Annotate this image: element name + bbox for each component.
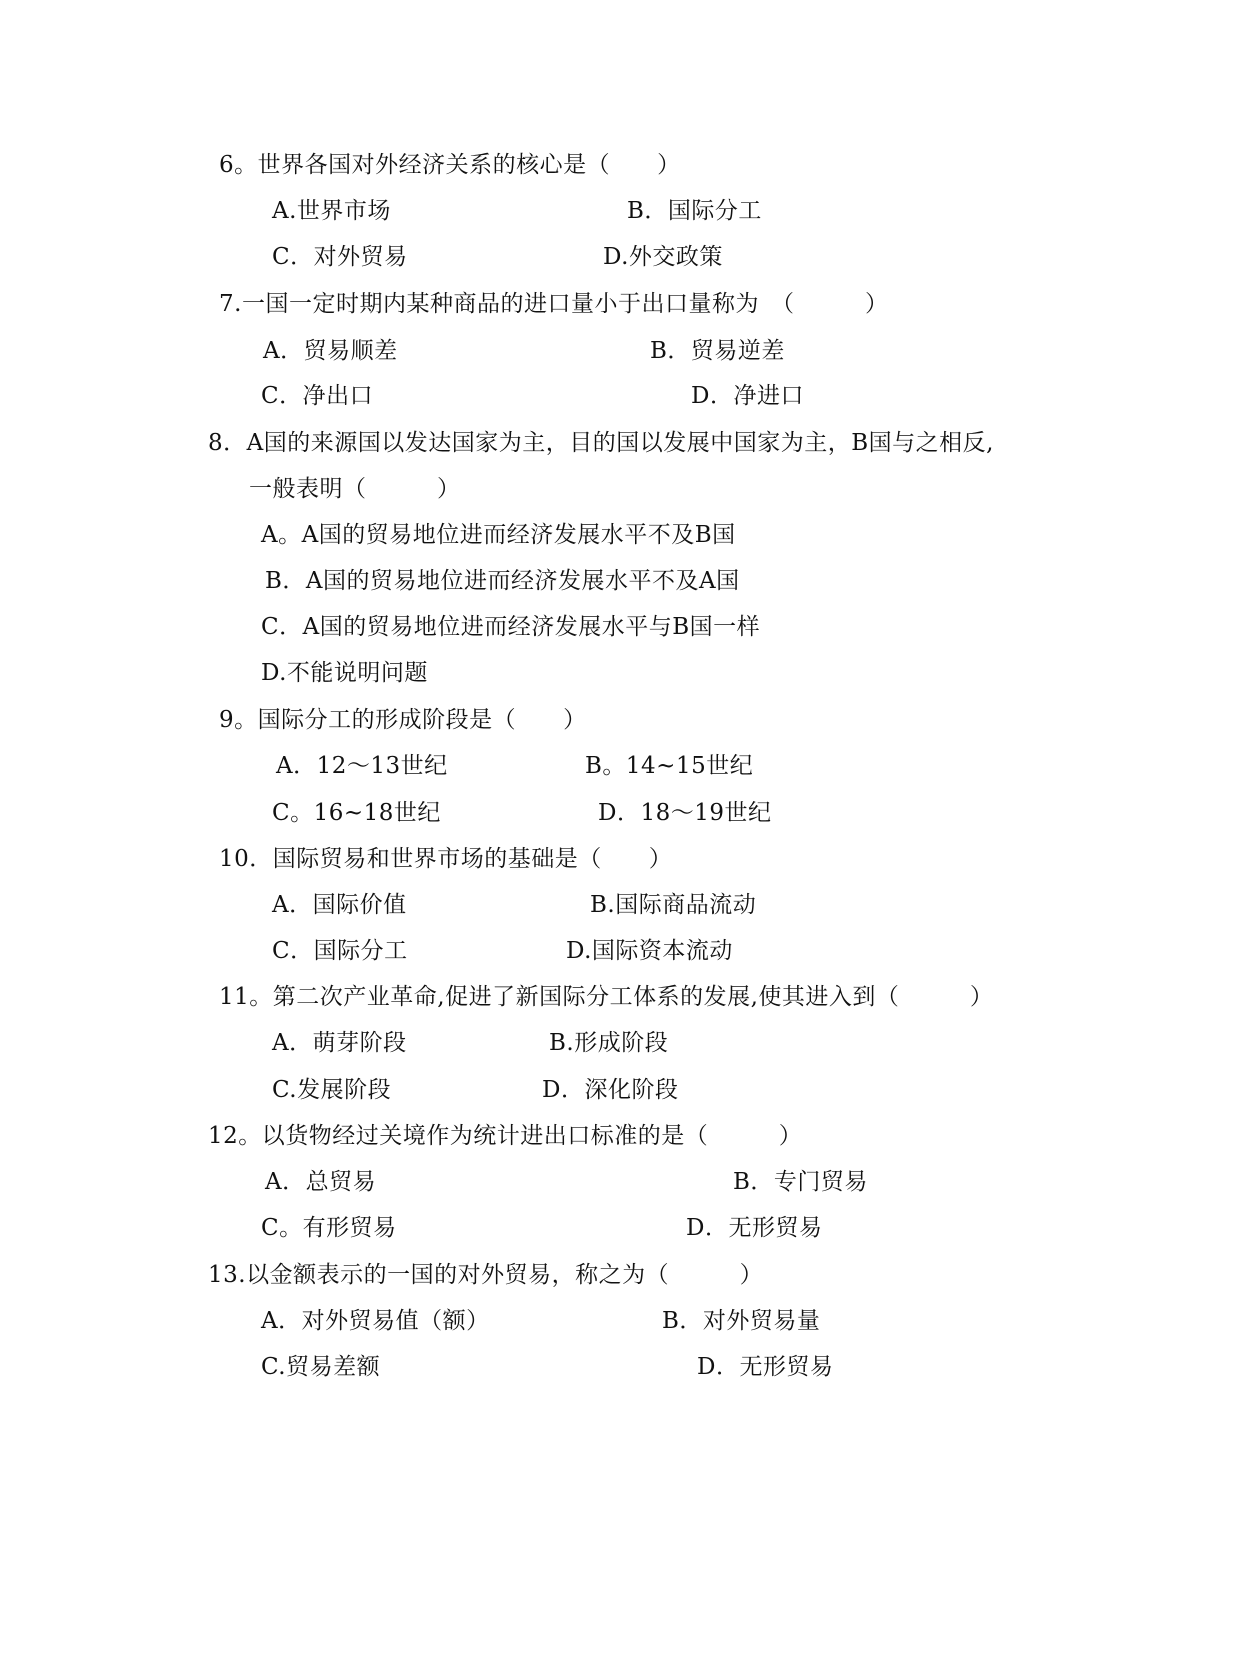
question-10-option-b: B.国际商品流动 [590, 892, 757, 918]
question-12-option-d: D．无形贸易 [686, 1215, 823, 1241]
question-7-option-a: A．贸易顺差 [263, 338, 398, 364]
question-12-option-b: B．专门贸易 [733, 1169, 868, 1195]
question-12-stem: 12。以货物经过关境作为统计进出口标准的是（ ） [208, 1123, 803, 1149]
question-7-option-b: B．贸易逆差 [650, 338, 785, 364]
question-6-option-b: B．国际分工 [627, 198, 762, 224]
question-6-stem: 6。世界各国对外经济关系的核心是（ ） [219, 152, 681, 178]
question-9-option-d: D．18～19世纪 [598, 800, 772, 826]
question-7-stem: 7.一国一定时期内某种商品的进口量小于出口量称为 （ ） [219, 291, 889, 317]
question-7-option-c: C．净出口 [261, 383, 374, 409]
question-8-option-d: D.不能说明问题 [261, 660, 428, 686]
question-8-option-b: B．A国的贸易地位进而经济发展水平不及A国 [265, 568, 740, 594]
question-13-option-d: D．无形贸易 [697, 1354, 834, 1380]
question-7-option-d: D．净进口 [691, 383, 804, 409]
question-9-option-c: C。16~18世纪 [272, 800, 441, 826]
question-13-option-b: B．对外贸易量 [662, 1308, 821, 1334]
question-8-option-a: A。A国的贸易地位进而经济发展水平不及B国 [261, 522, 736, 548]
question-11-option-b: B.形成阶段 [549, 1030, 669, 1056]
question-13-option-c: C.贸易差额 [261, 1354, 381, 1380]
question-6-option-a: A.世界市场 [272, 198, 391, 224]
question-11-option-a: A．萌芽阶段 [272, 1030, 407, 1056]
question-10-option-d: D.国际资本流动 [566, 938, 733, 964]
question-11-option-c: C.发展阶段 [272, 1077, 392, 1103]
question-8-stem-continued: 一般表明（ ） [249, 476, 461, 502]
question-9-stem: 9。国际分工的形成阶段是（ ） [219, 707, 587, 733]
question-13-stem: 13.以金额表示的一国的对外贸易，称之为（ ） [208, 1262, 764, 1288]
question-10-option-c: C．国际分工 [272, 938, 408, 964]
question-11-stem: 11。第二次产业革命,促进了新国际分工体系的发展,使其进入到（ ） [219, 984, 994, 1010]
question-13-option-a: A．对外贸易值（额） [261, 1308, 490, 1334]
question-12-option-c: C。有形贸易 [261, 1215, 397, 1241]
question-9-option-a: A．12～13世纪 [276, 753, 448, 779]
question-10-stem: 10．国际贸易和世界市场的基础是（ ） [219, 846, 673, 872]
question-10-option-a: A．国际价值 [272, 892, 407, 918]
question-6-option-c: C．对外贸易 [272, 244, 408, 270]
question-8-option-c: C．A国的贸易地位进而经济发展水平与B国一样 [261, 614, 761, 640]
question-9-option-b: B。14~15世纪 [585, 753, 754, 779]
question-11-option-d: D．深化阶段 [542, 1077, 679, 1103]
question-8-stem: 8．A国的来源国以发达国家为主，目的国以发展中国家为主，B国与之相反, [208, 430, 994, 456]
question-12-option-a: A．总贸易 [265, 1169, 377, 1195]
question-6-option-d: D.外交政策 [603, 244, 723, 270]
